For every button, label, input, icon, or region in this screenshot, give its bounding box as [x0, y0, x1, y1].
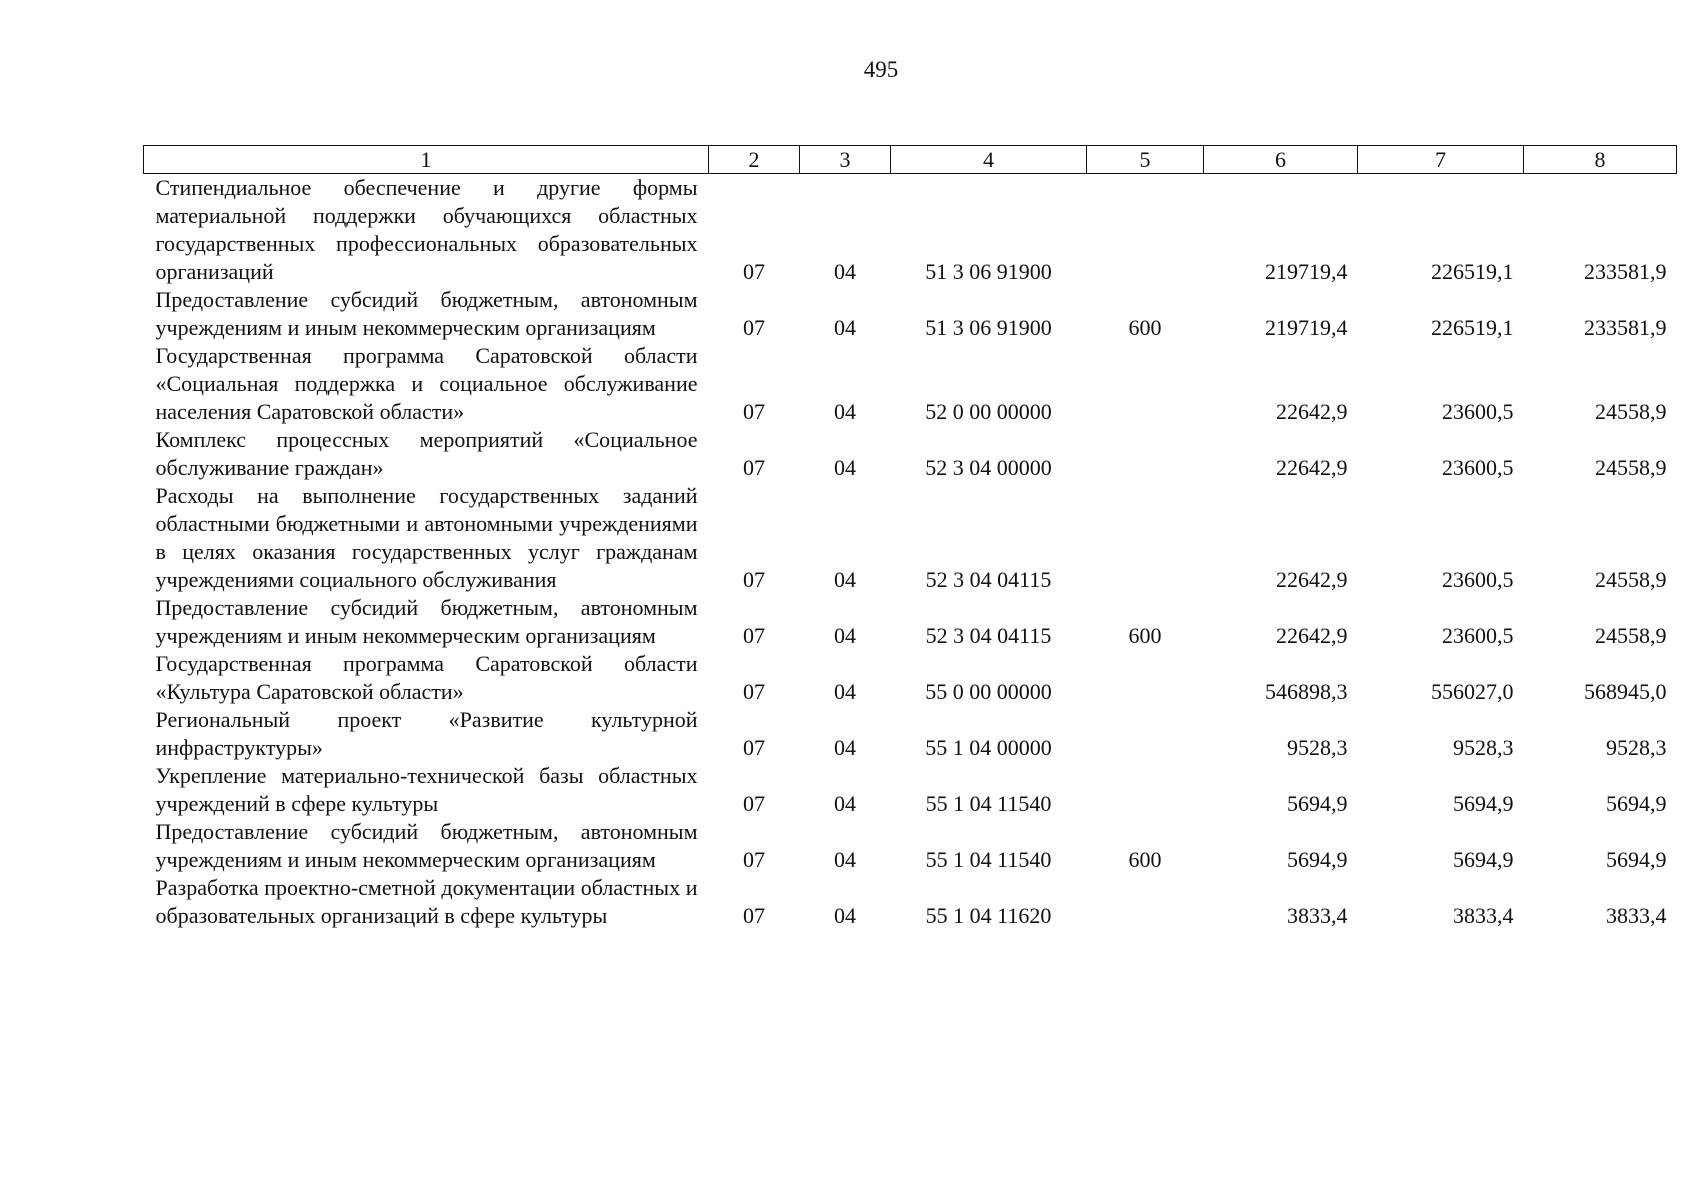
- row-expense-type: 600: [1128, 847, 1162, 872]
- row-name: Предоставление субсидий бюджетным, автономным учреждениям и иным некоммерческим организациям: [155, 595, 698, 648]
- row-value-col7: 5694,9: [1453, 847, 1514, 872]
- table-row: [144, 426, 1677, 482]
- row-value-col8: 5694,9: [1606, 791, 1667, 816]
- row-target-code: 55 1 04 11620: [925, 903, 1052, 928]
- page-number: 495: [863, 57, 899, 82]
- row-value-col7: 23600,5: [1442, 399, 1514, 424]
- row-value-col8: 24558,9: [1595, 455, 1667, 480]
- row-value-col6: 546898,3: [1265, 679, 1348, 704]
- row-value-col7: 23600,5: [1442, 567, 1514, 592]
- row-expense-type: [1087, 874, 1204, 930]
- row-target-code: 51 3 06 91900: [925, 259, 1052, 284]
- row-value-col6: 22642,9: [1276, 399, 1348, 424]
- row-value-col7: 23600,5: [1442, 455, 1514, 480]
- row-value-col8: 5694,9: [1606, 847, 1667, 872]
- table-row: [144, 286, 1677, 342]
- row-subsection: 04: [834, 903, 856, 928]
- row-value-col6: 219719,4: [1265, 259, 1348, 284]
- row-value-col7: 5694,9: [1453, 791, 1514, 816]
- row-name: Государственная программа Саратовской области «Культура Саратовской области»: [155, 651, 698, 704]
- table-row: [144, 762, 1677, 818]
- row-subsection: 04: [834, 567, 856, 592]
- row-name: Укрепление материально-технической базы областных учреждений в сфере культуры: [155, 763, 698, 816]
- row-value-col6: 219719,4: [1265, 315, 1348, 340]
- row-expense-type: [1087, 342, 1204, 426]
- table-body: [144, 174, 1677, 931]
- row-expense-type: 600: [1128, 623, 1162, 648]
- row-name: Предоставление субсидий бюджетным, автономным учреждениям и иным некоммерческим организациям: [155, 287, 698, 340]
- table-row: [144, 342, 1677, 426]
- row-name: Разработка проектно-сметной документации областных и образовательных организаций в сфере культуры: [155, 875, 698, 928]
- row-target-code: 55 0 00 00000: [925, 679, 1052, 704]
- row-section: 07: [743, 567, 765, 592]
- row-value-col6: 22642,9: [1276, 455, 1348, 480]
- row-section: 07: [743, 399, 765, 424]
- row-value-col8: 3833,4: [1606, 903, 1667, 928]
- column-header-5: 5: [1087, 146, 1204, 174]
- row-value-col6: 9528,3: [1287, 735, 1348, 760]
- row-subsection: 04: [834, 791, 856, 816]
- row-section: 07: [743, 903, 765, 928]
- row-subsection: 04: [834, 455, 856, 480]
- row-value-col8: 24558,9: [1595, 623, 1667, 648]
- row-value-col7: 226519,1: [1431, 259, 1514, 284]
- row-expense-type: [1087, 482, 1204, 594]
- row-subsection: 04: [834, 315, 856, 340]
- table-row: [144, 594, 1677, 650]
- row-target-code: 55 1 04 11540: [925, 847, 1052, 872]
- row-name: Стипендиальное обеспечение и другие формы материальной поддержки обучающихся областных государственных профессиональных образовательных организаций: [155, 175, 698, 284]
- row-name: Государственная программа Саратовской области «Социальная поддержка и социальное обслуживание населения Саратовской области»: [155, 343, 698, 424]
- row-name: Региональный проект «Развитие культурной инфраструктуры»: [155, 707, 698, 760]
- row-subsection: 04: [834, 399, 856, 424]
- row-subsection: 04: [834, 679, 856, 704]
- row-target-code: 52 0 00 00000: [925, 399, 1052, 424]
- row-value-col7: 23600,5: [1442, 623, 1514, 648]
- row-section: 07: [743, 847, 765, 872]
- column-header-3: 3: [800, 146, 891, 174]
- column-header-6: 6: [1204, 146, 1358, 174]
- table-row: [144, 482, 1677, 594]
- row-section: 07: [743, 259, 765, 284]
- row-value-col6: 5694,9: [1287, 847, 1348, 872]
- row-section: 07: [743, 623, 765, 648]
- row-section: 07: [743, 735, 765, 760]
- column-header-1: 1: [144, 146, 709, 174]
- row-value-col6: 5694,9: [1287, 791, 1348, 816]
- row-value-col7: 3833,4: [1453, 903, 1514, 928]
- row-expense-type: [1087, 762, 1204, 818]
- column-header-8: 8: [1524, 146, 1677, 174]
- row-section: 07: [743, 315, 765, 340]
- table-row: [144, 874, 1677, 930]
- row-section: 07: [743, 791, 765, 816]
- row-value-col7: 556027,0: [1431, 679, 1514, 704]
- row-value-col8: 24558,9: [1595, 399, 1667, 424]
- row-value-col7: 9528,3: [1453, 735, 1514, 760]
- row-value-col8: 24558,9: [1595, 567, 1667, 592]
- row-subsection: 04: [834, 623, 856, 648]
- table-row: [144, 174, 1677, 287]
- row-target-code: 51 3 06 91900: [925, 315, 1052, 340]
- row-value-col8: 568945,0: [1584, 679, 1667, 704]
- table-row: [144, 818, 1677, 874]
- row-target-code: 55 1 04 11540: [925, 791, 1052, 816]
- row-expense-type: [1087, 174, 1204, 287]
- row-target-code: 55 1 04 00000: [925, 735, 1052, 760]
- row-section: 07: [743, 455, 765, 480]
- row-value-col8: 9528,3: [1606, 735, 1667, 760]
- row-value-col7: 226519,1: [1431, 315, 1514, 340]
- table-row: [144, 706, 1677, 762]
- row-expense-type: [1087, 706, 1204, 762]
- row-expense-type: [1087, 650, 1204, 706]
- row-value-col6: 22642,9: [1276, 623, 1348, 648]
- row-target-code: 52 3 04 04115: [925, 567, 1052, 592]
- row-value-col6: 3833,4: [1287, 903, 1348, 928]
- row-name: Предоставление субсидий бюджетным, автономным учреждениям и иным некоммерческим организациям: [155, 819, 698, 872]
- row-subsection: 04: [834, 735, 856, 760]
- row-name: Комплекс процессных мероприятий «Социальное обслуживание граждан»: [155, 427, 698, 480]
- row-subsection: 04: [834, 847, 856, 872]
- row-value-col6: 22642,9: [1276, 567, 1348, 592]
- row-section: 07: [743, 679, 765, 704]
- row-expense-type: [1087, 426, 1204, 482]
- row-target-code: 52 3 04 04115: [925, 623, 1052, 648]
- row-value-col8: 233581,9: [1584, 315, 1667, 340]
- row-subsection: 04: [834, 259, 856, 284]
- header-row: [144, 146, 1677, 174]
- table-header: [144, 146, 1677, 174]
- row-name: Расходы на выполнение государственных заданий областными бюджетными и автономными учреждениями в целях оказания государственных услуг гражданам учреждениями социального обслуживания: [155, 483, 698, 592]
- budget-table: [143, 145, 1677, 930]
- column-header-7: 7: [1358, 146, 1524, 174]
- row-value-col8: 233581,9: [1584, 259, 1667, 284]
- column-header-4: 4: [891, 146, 1087, 174]
- row-target-code: 52 3 04 00000: [925, 455, 1052, 480]
- row-expense-type: 600: [1128, 315, 1162, 340]
- column-header-2: 2: [709, 146, 800, 174]
- table-row: [144, 650, 1677, 706]
